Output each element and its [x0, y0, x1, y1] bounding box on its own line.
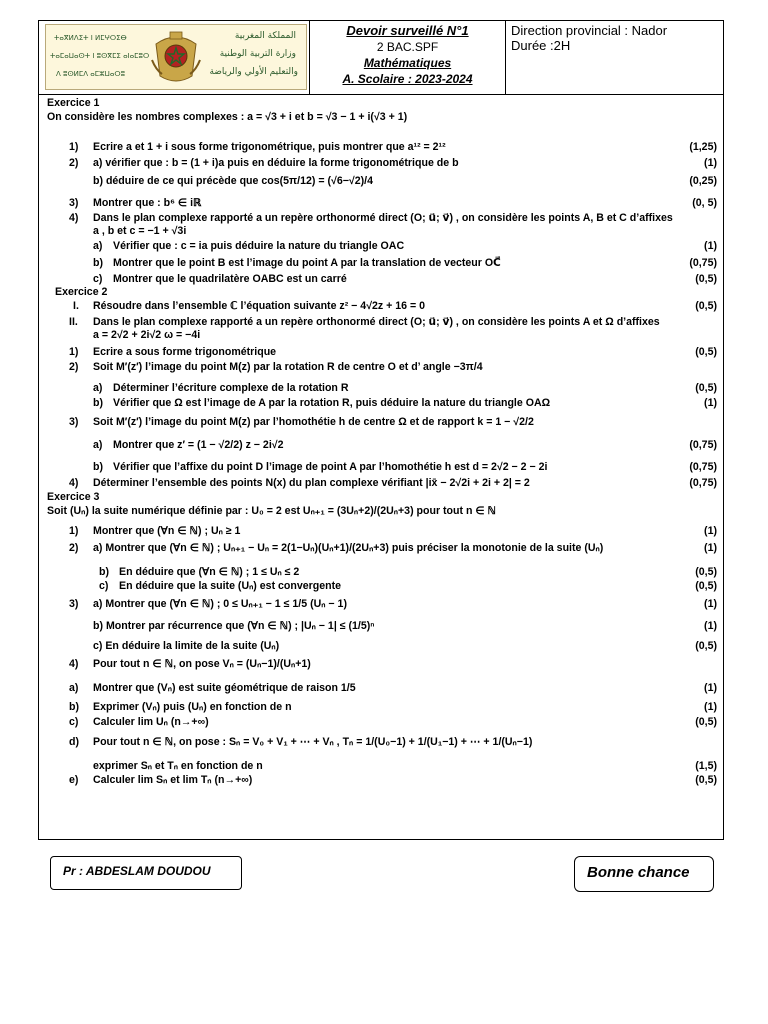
ex1-q3-num: 3) — [69, 197, 79, 209]
exam-title-block — [309, 21, 506, 94]
ex1-q4c-text: Montrer que le quadrilatère OABC est un carré — [113, 273, 347, 285]
exercise-1-intro — [47, 110, 717, 130]
ex2-qII-affixes-text: a = 2√2 + 2i√2 ω = −4i — [93, 329, 201, 341]
ex2-q4-points: (0,75) — [689, 477, 717, 489]
logo-tifinagh-2: ⵜⴰⵎⴰⵡⴰⵙⵜ ⵏ ⵓⵙⴳⵎⵉ ⴰⵏⴰⵎⵓⵔ — [50, 52, 150, 60]
exam-frame — [38, 20, 724, 840]
ex2-qII — [47, 315, 717, 328]
ex3-q2b — [47, 565, 717, 579]
ex3-q3c — [47, 639, 717, 657]
ex1-q3-points: (0, 5) — [692, 197, 717, 209]
ex2-qII-num: II. — [69, 316, 78, 328]
ex3-q4 — [47, 657, 717, 681]
ex1-q4b-label: b) — [93, 257, 103, 269]
exam-subject: Mathématiques — [363, 56, 452, 70]
ex2-q3-text: Soit M′(z′) l’image du point M(z) par l’homothétie h de centre Ω et de rapport k = 1 − √2/2 — [93, 416, 534, 428]
ex1-q4b — [47, 256, 717, 272]
ex2-q2a-label: a) — [93, 382, 103, 394]
ex2-q2a-text: Déterminer l’écriture complexe de la rotation R — [113, 382, 349, 394]
ex3-q4d-label: d) — [69, 736, 79, 748]
ex2-q2a-points: (0,5) — [695, 382, 717, 394]
ex1-q4 — [47, 211, 717, 224]
ex2-qI-text: Résoudre dans l’ensemble ℂ l’équation suivante z² − 4√2z + 16 = 0 — [93, 300, 426, 312]
ex3-q2b-text: En déduire que (∀n ∈ ℕ) ; 1 ≤ Uₙ ≤ 2 — [119, 566, 300, 578]
ex1-q4b-points: (0,75) — [689, 257, 717, 269]
ex3-q4c-text: Calculer lim Uₙ (n→+∞) — [93, 716, 209, 728]
ex3-q4-text: Pour tout n ∈ ℕ, on pose Vₙ = (Uₙ−1)/(Uₙ+1) — [93, 658, 311, 670]
ex3-q4b-points: (1) — [704, 701, 717, 713]
ex3-q4d — [47, 735, 717, 759]
ex3-q4b-text: Exprimer (Vₙ) puis (Uₙ) en fonction de n — [93, 701, 292, 713]
author-box — [50, 856, 242, 890]
ex3-q2c-text: En déduire que la suite (Uₙ) est convergente — [119, 580, 342, 592]
ex2-qII-text: Dans le plan complexe rapporté a un repère orthonormé direct (O; u⃗; v⃗) , on considère les points A et Ω d’affixes — [93, 316, 660, 328]
ex3-q4a-points: (1) — [704, 682, 717, 694]
ex3-q4a-text: Montrer que (Vₙ) est suite géométrique de raison 1/5 — [93, 682, 356, 694]
ex2-q3-num: 3) — [69, 416, 79, 428]
author-name: Pr : ABDESLAM DOUDOU — [63, 864, 211, 878]
exam-duration: Durée :2H — [511, 38, 571, 53]
ex2-q4-num: 4) — [69, 477, 79, 489]
ex3-q1-num: 1) — [69, 525, 79, 537]
ex2-q2a — [47, 381, 717, 396]
ex3-q2a-text: a) Montrer que (∀n ∈ ℕ) ; Uₙ₊₁ − Uₙ = 2(1−Uₙ)(Uₙ+1)/(2Uₙ+3) puis préciser la monotonie de la suite (Uₙ) — [93, 542, 604, 554]
coat-of-arms-icon — [150, 30, 202, 86]
ex1-q4c-points: (0,5) — [695, 273, 717, 285]
exam-class: 2 BAC.SPF — [376, 40, 439, 54]
ex2-qI-num: I. — [73, 300, 79, 312]
ex3-q2-num: 2) — [69, 542, 79, 554]
ex3-q2a-points: (1) — [704, 542, 717, 554]
good-luck-text: Bonne chance — [587, 864, 690, 881]
exam-info — [511, 23, 667, 53]
ex3-q4b — [47, 700, 717, 715]
ex2-q1-points: (0,5) — [695, 346, 717, 358]
ex3-q3c-points: (0,5) — [695, 640, 717, 652]
ex2-q1 — [47, 345, 717, 360]
exercise-3-intro-text: Soit (Uₙ) la suite numérique définie par : U₀ = 2 est Uₙ₊₁ = (3Uₙ+2)/(2Uₙ+3) pour tout n ∈ ℕ — [47, 505, 497, 517]
ex1-q2b-points: (0,25) — [689, 175, 717, 187]
ex3-q2c — [47, 579, 717, 597]
ex3-q4-num: 4) — [69, 658, 79, 670]
ex3-q3a-text: a) Montrer que (∀n ∈ ℕ) ; 0 ≤ Uₙ₊₁ − 1 ≤ 1/5 (Uₙ − 1) — [93, 598, 347, 610]
ex3-q1 — [47, 524, 717, 541]
ex2-q2b-text: Vérifier que Ω est l’image de A par la rotation R, puis déduire la nature du triangle OAΩ — [113, 397, 551, 409]
ex2-q3a — [47, 438, 717, 460]
ex3-q4e-points: (0,5) — [695, 774, 717, 786]
ministry-logo — [45, 24, 307, 90]
exam-direction: Direction provincial : Nador — [511, 23, 668, 38]
ex1-q4a-points: (1) — [704, 240, 717, 252]
ex1-q1-points: (1,25) — [689, 141, 717, 153]
ex2-q4-text: Déterminer l’ensemble des points N(x) du plan complexe vérifiant |ix̄ − 2√2i + 2i + 2| = 2 — [93, 477, 530, 489]
exam-content — [47, 97, 717, 789]
ex3-q3b-points: (1) — [704, 620, 717, 632]
ex1-q1-text: Ecrire a et 1 + i sous forme trigonométrique, puis montrer que a¹² = 2¹² — [93, 141, 446, 153]
logo-arabic-1: المملكة المغربية — [234, 31, 296, 41]
ex3-q4d2-text: exprimer Sₙ et Tₙ en fonction de n — [93, 760, 263, 772]
ex3-q4a-label: a) — [69, 682, 79, 694]
logo-arabic-3: والتعليم الأولي والرياضة — [209, 67, 298, 77]
exam-header — [39, 21, 723, 95]
ex1-q4c — [47, 272, 717, 286]
ex3-q4d2 — [47, 759, 717, 773]
ex1-q3 — [47, 196, 717, 211]
ex2-q1-text: Ecrire a sous forme trigonométrique — [93, 346, 277, 358]
ex3-q3a-points: (1) — [704, 598, 717, 610]
ex3-q1-points: (1) — [704, 525, 717, 537]
ex2-q3b-points: (0,75) — [689, 461, 717, 473]
ex1-q3-text: Montrer que : b⁶ ∈ iℝ — [93, 197, 202, 209]
ex2-q2-num: 2) — [69, 361, 79, 373]
ex1-q2a-text: a) vérifier que : b = (1 + i)a puis en déduire la forme trigonométrique de b — [93, 157, 459, 169]
exercise-3-title: Exercice 3 — [47, 491, 100, 503]
ex3-q4d-text: Pour tout n ∈ ℕ, on pose : Sₙ = V₀ + V₁ + ⋯ + Vₙ , Tₙ = 1/(U₀−1) + 1/(U₁−1) + ⋯ + 1/(Uₙ−1) — [93, 736, 533, 748]
ex2-qII-affixes — [47, 328, 717, 345]
exam-year: A. Scolaire : 2023-2024 — [342, 72, 473, 86]
ex3-q2c-points: (0,5) — [695, 580, 717, 592]
ex3-q4b-label: b) — [69, 701, 79, 713]
ex1-q1 — [47, 140, 717, 156]
ex1-q4-text: Dans le plan complexe rapporté a un repère orthonormé direct (O; u⃗; v⃗) , on considère les points A, B et C d’affixes — [93, 212, 673, 224]
ex2-q2b-points: (1) — [704, 397, 717, 409]
ex1-q2b — [47, 174, 717, 196]
ex1-q4a — [47, 239, 717, 256]
ex3-q3-num: 3) — [69, 598, 79, 610]
ex1-q1-num: 1) — [69, 141, 79, 153]
exercise-1-intro-text: On considère les nombres complexes : a = √3 + i et b = √3 − 1 + i(√3 + 1) — [47, 111, 408, 123]
ex1-q4c-label: c) — [93, 273, 103, 285]
ex2-q3b-text: Vérifier que l’affixe du point D l’image de point A par l’homothétie h est d = 2√2 − 2 − 2i — [113, 461, 548, 473]
ex2-qI-points: (0,5) — [695, 300, 717, 312]
ex2-q4 — [47, 476, 717, 491]
ex1-q4b-text: Montrer que le point B est l’image du point A par la translation de vecteur OC⃗ — [113, 257, 501, 269]
ex3-q4a — [47, 681, 717, 700]
ex1-q2-num: 2) — [69, 157, 79, 169]
logo-tifinagh-3: ⴷ ⵓⵙⵍⵎⴷ ⴰⵎⵣⵡⴰⵔⵓ — [56, 70, 126, 78]
exercise-3-intro — [47, 504, 717, 524]
ex3-q2a — [47, 541, 717, 565]
ex3-q1-text: Montrer que (∀n ∈ ℕ) ; Uₙ ≥ 1 — [93, 525, 241, 537]
ex3-q3b-text: b) Montrer par récurrence que (∀n ∈ ℕ) ; |Uₙ − 1| ≤ (1/5)ⁿ — [93, 620, 375, 632]
ex3-q4e-text: Calculer lim Sₙ et lim Tₙ (n→+∞) — [93, 774, 253, 786]
ex2-qI — [47, 299, 717, 315]
ex1-q2b-text: b) déduire de ce qui précède que cos(5π/12) = (√6−√2)/4 — [93, 175, 373, 187]
ex3-q3a — [47, 597, 717, 619]
ex3-q4c-label: c) — [69, 716, 79, 728]
ex3-q2c-label: c) — [99, 580, 109, 592]
ex3-q4e-label: e) — [69, 774, 79, 786]
ex1-q4a-text: Vérifier que : c = ia puis déduire la nature du triangle OAC — [113, 240, 405, 252]
ex2-q1-num: 1) — [69, 346, 79, 358]
good-luck-box — [574, 856, 714, 892]
ex2-q2b-label: b) — [93, 397, 103, 409]
ex1-q4-affixes — [47, 224, 717, 239]
ex1-q2a — [47, 156, 717, 174]
ex2-q3a-text: Montrer que z′ = (1 − √2/2) z − 2i√2 — [113, 439, 284, 451]
ex2-q2 — [47, 360, 717, 381]
ex2-q3 — [47, 415, 717, 438]
ex1-q4-affixes-text: a , b et c = −1 + √3i — [93, 225, 187, 237]
logo-arabic-2: وزارة التربية الوطنية — [219, 49, 296, 59]
ex3-q4e — [47, 773, 717, 789]
ex2-q2b — [47, 396, 717, 415]
ex3-q4c — [47, 715, 717, 735]
ex1-q2a-points: (1) — [704, 157, 717, 169]
ex1-q4-num: 4) — [69, 212, 79, 224]
ex2-q3b — [47, 460, 717, 476]
logo-tifinagh-1: ⵜⴰⴳⵍⴷⵉⵜ ⵏ ⵍⵎⵖⵔⵉⴱ — [54, 34, 127, 42]
exam-title: Devoir surveillé N°1 — [346, 23, 469, 38]
ex3-q3c-text: c) En déduire la limite de la suite (Uₙ) — [93, 640, 280, 652]
ex1-q4a-label: a) — [93, 240, 103, 252]
ex2-q3a-label: a) — [93, 439, 103, 451]
ex3-q2b-label: b) — [99, 566, 109, 578]
ex2-q3a-points: (0,75) — [689, 439, 717, 451]
ex2-q2-text: Soit M′(z′) l’image du point M(z) par la rotation R de centre O et d’ angle −3π/4 — [93, 361, 483, 373]
ex3-q4c-points: (0,5) — [695, 716, 717, 728]
ex3-q2b-points: (0,5) — [695, 566, 717, 578]
ex3-q3b — [47, 619, 717, 639]
exercise-2-title: Exercice 2 — [55, 286, 108, 298]
ex3-q4d2-points: (1,5) — [695, 760, 717, 772]
ex2-q3b-label: b) — [93, 461, 103, 473]
exercise-1-title: Exercice 1 — [47, 97, 100, 109]
